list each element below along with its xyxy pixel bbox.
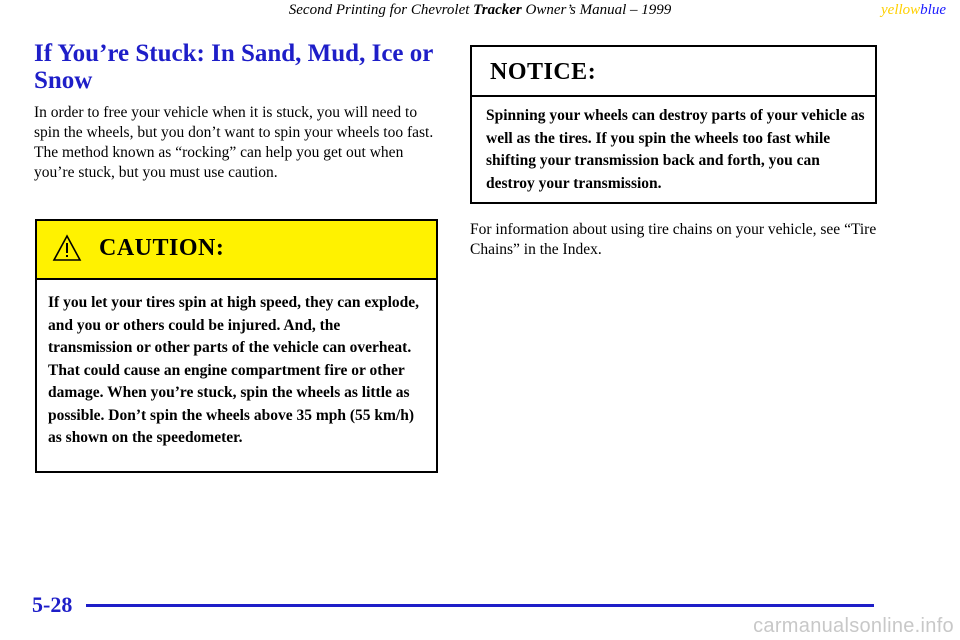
warning-triangle-icon [52, 234, 82, 262]
header-prefix: Second Printing for Chevrolet [288, 2, 470, 18]
page-number: 5-28 [32, 592, 73, 617]
header-color-blue: blue [920, 2, 946, 18]
notice-box [470, 45, 877, 204]
intro-paragraph: In order to free your vehicle when it is stuck, you will need to spin the wheels, but you don’t want to spin your wheels too fast. The method known as “rocking” can help you get out when you’re stuck, but you must use caution. [34, 104, 434, 181]
caution-box [35, 219, 438, 473]
footer-rule [86, 604, 874, 607]
caution-label: CAUTION: [99, 235, 225, 261]
tire-chains-paragraph: For information about using tire chains on your vehicle, see “Tire Chains” in the Index. [470, 221, 877, 258]
header-color-yellow: yellow [881, 2, 921, 18]
notice-text: Spinning your wheels can destroy parts of your vehicle as well as the tires. If you spin the wheels too fast while shifting your transmission back and forth, you can destroy your transmission. [486, 107, 865, 192]
notice-label: NOTICE: [490, 59, 597, 85]
header-model: Tracker [473, 2, 522, 18]
section-title: If You’re Stuck: In Sand, Mud, Ice or Snow [34, 40, 433, 94]
watermark: carmanualsonline.info [753, 615, 954, 637]
header-color-marks [881, 2, 946, 19]
caution-text: If you let your tires spin at high speed, they can explode, and you or others could be injured. And, the transmission or other parts of the vehicle can overheat. That could cause an engine compartment fire or other damage. When you’re stuck, spin the wheels as little as possible. Don’t spin the wheels above 35 mph (55 km/h) as shown on the speedometer. [48, 294, 420, 446]
notice-header [472, 47, 875, 97]
running-header [0, 2, 960, 22]
header-title [0, 2, 960, 19]
caution-header [37, 221, 436, 280]
header-suffix: Owner’s Manual – 1999 [525, 2, 672, 18]
